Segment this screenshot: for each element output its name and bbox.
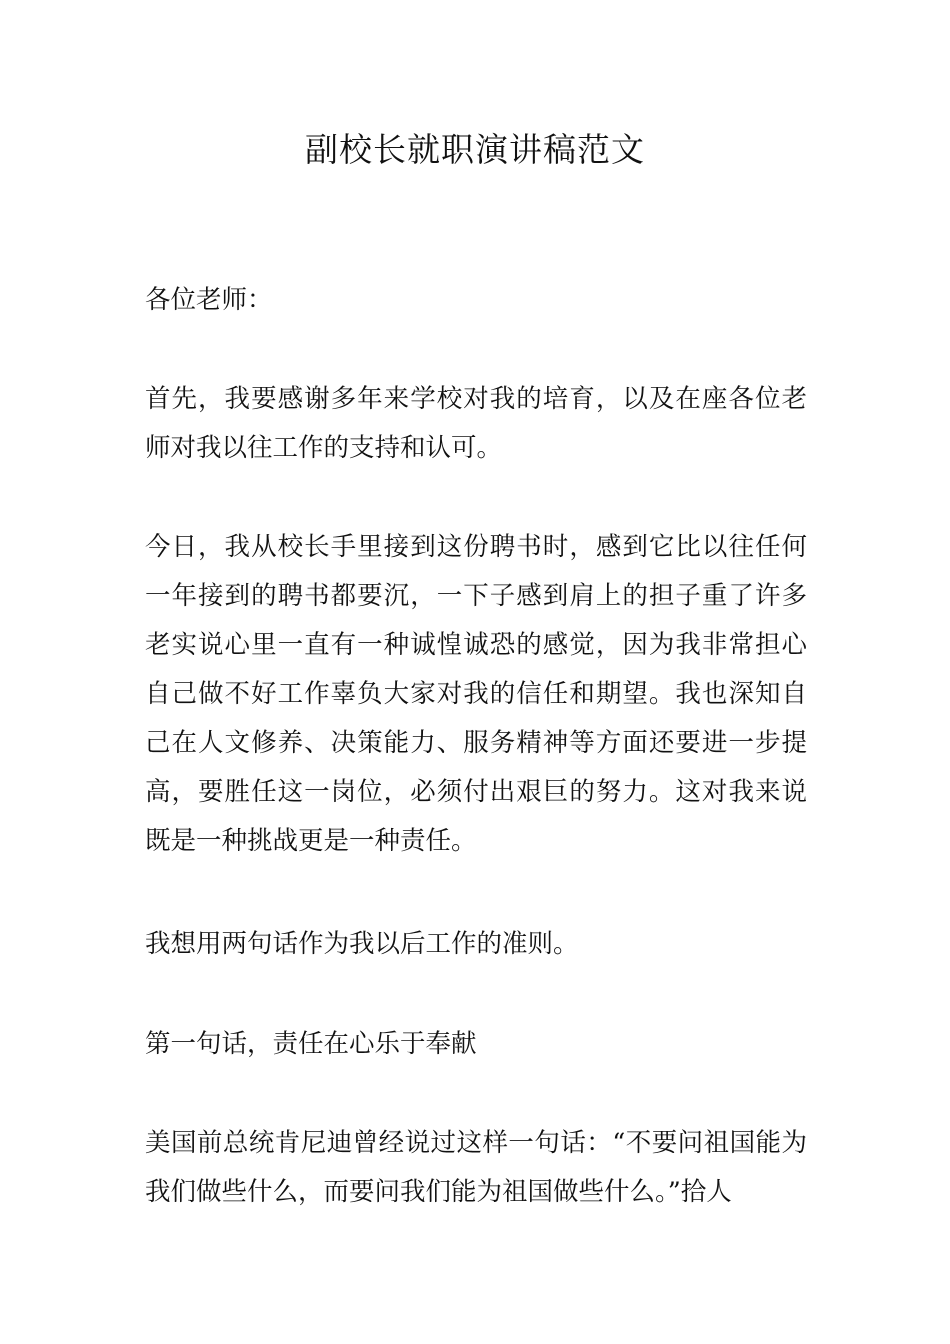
paragraph-appointment: 今日，我从校长手里接到这份聘书时，感到它比以往任何一年接到的聘书都要沉，一下子感到肩上的担子重了许多老实说心里一直有一种诚惶诚恐的感觉，因为我非常担心自己做不好工作辜负大家对我的信任和期望。我也深知自己在人文修养、决策能力、服务精神等方面还要进一步提高，要胜任这一岗位，必须付出艰巨的努力。这对我来说既是一种挑战更是一种责任。 <box>145 532 807 856</box>
paragraph-thanks: 首先，我要感谢多年来学校对我的培育，以及在座各位老师对我以往工作的支持和认可。 <box>145 384 807 463</box>
paragraph-first-principle: 第一句话，责任在心乐于奉献 <box>145 1029 477 1059</box>
paragraph-principles-intro: 我想用两句话作为我以后工作的准则。 <box>145 929 579 959</box>
document-title: 副校长就职演讲稿范文 <box>305 130 645 169</box>
paragraph-kennedy-quote: 美国前总统肯尼迪曾经说过这样一句话：“不要问祖国能为我们做些什么，而要问我们能为祖国做些什么。”拾人 <box>145 1128 807 1207</box>
paragraph-salutation: 各位老师： <box>145 285 273 315</box>
